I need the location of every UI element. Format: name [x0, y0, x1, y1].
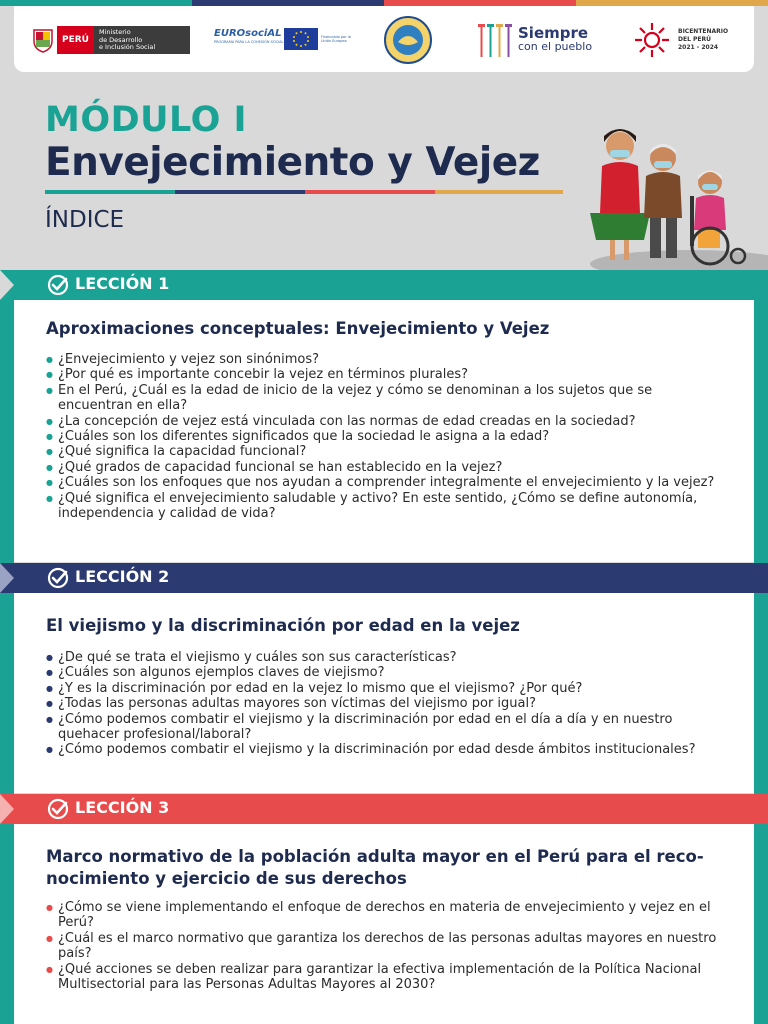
list-item: ● ¿Cuáles son los diferentes significados que la sociedad le asigna a la edad? [46, 429, 726, 444]
check-circle-icon [47, 798, 69, 820]
left-teal-border [0, 270, 14, 1024]
list-item: ● ¿Qué grados de capacidad funcional se han establecido en la vejez? [46, 460, 726, 475]
list-item: ● ¿Qué acciones se deben realizar para garantizar la efectiva implementación de la Política Nacional Multisectorial para las Personas Adultas Mayores al 2030? [46, 962, 726, 993]
peru-tag: PERÚ [57, 26, 94, 54]
band-notch [0, 563, 14, 593]
check-circle-icon [47, 567, 69, 589]
eu-flag-logo: Financiado por la Unión Europea [284, 28, 355, 50]
list-item: ● ¿Cuáles son los enfoques que nos ayudan a comprender integralmente el envejecimiento y la vejez? [46, 475, 726, 490]
list-item: ● ¿Cómo se viene implementando el enfoque de derechos en materia de envejecimiento y vejez en el Perú? [46, 900, 726, 931]
list-item: ● ¿Por qué es importante concebir la vejez en términos plurales? [46, 367, 726, 382]
list-item: ● ¿Todas las personas adultas mayores son víctimas del viejismo por igual? [46, 696, 726, 711]
right-teal-border [754, 270, 768, 1024]
seal-logo [384, 16, 432, 64]
lesson-2-list [46, 650, 726, 758]
list-item: ● ¿La concepción de vejez está vinculada con las normas de edad creadas en la sociedad? [46, 414, 726, 429]
list-item: ● ¿Qué significa el envejecimiento saludable y activo? En este sentido, ¿Cómo se define autonomía, independencia y calidad de vida? [46, 491, 726, 522]
lesson-1-label: LECCIÓN 1 [75, 274, 170, 293]
elderly-people-illustration [560, 118, 768, 274]
siempre-figures-icon [476, 20, 514, 60]
module-label: MÓDULO I [45, 100, 248, 140]
list-item: ● ¿Cómo podemos combatir el viejismo y la discriminación por edad desde ámbitos institucionales? [46, 742, 726, 757]
lesson-1-card [14, 300, 754, 562]
lesson-1-band [0, 270, 768, 300]
lesson-1-title: Aproximaciones conceptuales: Envejecimiento y Vejez [46, 319, 550, 338]
ministry-name: Ministerio de Desarrollo e Inclusión Social [94, 26, 190, 54]
title-underline-teal [45, 190, 175, 194]
list-item: ● En el Perú, ¿Cuál es la edad de inicio de la vejez y cómo se denominan a los sujetos que se encuentran en ella? [46, 383, 726, 414]
band-notch [0, 794, 14, 824]
lesson-2-card [14, 593, 754, 793]
list-item: ● ¿De qué se trata el viejismo y cuáles son sus características? [46, 650, 726, 665]
index-label: ÍNDICE [45, 207, 125, 233]
title-underline-navy [175, 190, 305, 194]
page-title: Envejecimiento y Vejez [45, 140, 540, 185]
ministry-logo [32, 26, 190, 54]
list-item: ● ¿Qué significa la capacidad funcional? [46, 444, 726, 459]
lesson-2-label: LECCIÓN 2 [75, 567, 170, 586]
band-notch [0, 270, 14, 300]
lesson-3-title: Marco normativo de la población adulta mayor en el Perú para el reco- nocimiento y ejercicio de sus derechos [46, 847, 704, 888]
peru-shield-icon [32, 27, 54, 53]
check-circle-icon [47, 274, 69, 296]
lesson-2-band [0, 563, 768, 593]
eu-flag-icon [284, 28, 318, 50]
list-item: ● ¿Y es la discriminación por edad en la vejez lo mismo que el viejismo? ¿Por qué? [46, 681, 726, 696]
logo-header [14, 6, 754, 72]
lesson-3-list [46, 900, 726, 992]
lesson-3-label: LECCIÓN 3 [75, 798, 170, 817]
siempre-logo: Siempre con el pueblo [476, 20, 592, 60]
lesson-1-list [46, 352, 726, 521]
title-underline-gold [435, 190, 563, 194]
bicentenario-sun-icon [632, 20, 672, 60]
list-item: ● ¿Cuáles son algunos ejemplos claves de viejismo? [46, 665, 726, 680]
lesson-2-title: El viejismo y la discriminación por edad en la vejez [46, 616, 520, 635]
lesson-3-card [14, 824, 754, 1024]
bicentenario-logo: BICENTENARIO DEL PERÚ 2021 - 2024 [632, 20, 728, 60]
lesson-3-band [0, 794, 768, 824]
list-item: ● ¿Cuál es el marco normativo que garantiza los derechos de las personas adultas mayores en nuestro país? [46, 931, 726, 962]
list-item: ● ¿Cómo podemos combatir el viejismo y la discriminación por edad en el día a día y en nuestro quehacer profesional/laboral? [46, 712, 726, 743]
title-underline-red [305, 190, 435, 194]
eurosocial-logo: EUROsociAL PROGRAMA PARA LA COHESIÓN SOCIAL [214, 28, 284, 44]
list-item: ● ¿Envejecimiento y vejez son sinónimos? [46, 352, 726, 367]
seal-icon [384, 16, 432, 64]
